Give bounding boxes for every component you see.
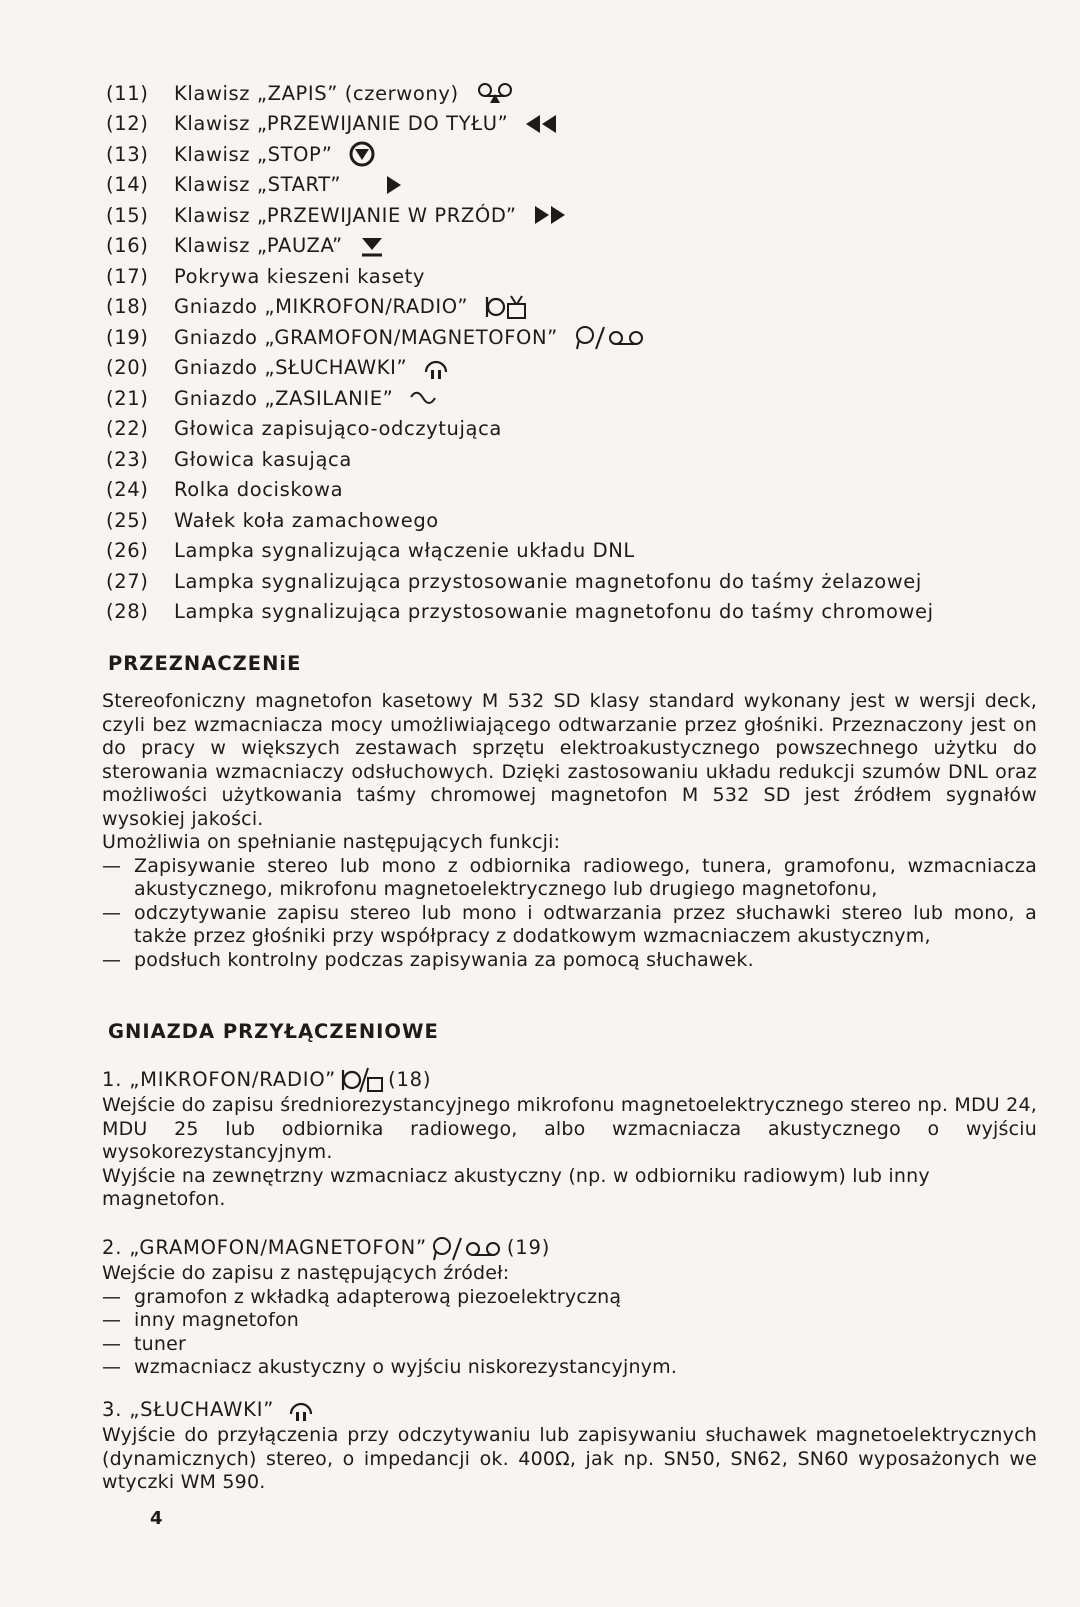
mic-radio-icon: [340, 1066, 384, 1094]
sockets-heading: GNIAZDA PRZYŁĄCZENIOWE: [108, 1020, 439, 1043]
part-number: (14): [106, 173, 149, 197]
part-number: (23): [106, 447, 149, 471]
list-item: — wzmacniacz akustyczny o wyjściu niskorezystancyjnym.: [102, 1356, 1037, 1380]
part-label: Gniazdo „ZASILANIE”: [174, 386, 394, 410]
part-item: [106, 78, 1046, 109]
socket-source-list: [102, 1286, 1037, 1380]
part-label: Gniazdo „SŁUCHAWKI”: [174, 356, 408, 380]
part-label: Lampka sygnalizująca przystosowanie magnetofonu do taśmy żelazowej: [174, 569, 922, 593]
stop-icon: [348, 141, 376, 167]
pause-icon: [359, 234, 385, 258]
phono-tape-icon: [574, 323, 646, 351]
part-item: [106, 597, 1046, 628]
mic-radio-icon: [484, 293, 528, 321]
socket-title-text: 1. „MIKROFON/RADIO”: [102, 1068, 337, 1092]
list-item: — gramofon z wkładką adapterową piezoelektryczną: [102, 1286, 1037, 1310]
headphones-icon: [423, 354, 449, 382]
purpose-paragraph: Stereofoniczny magnetofon kasetowy M 532 SD klasy standard wykonany jest w wersji deck, czyli bez wzmacniacza mocy umożliwiającego odtwarzanie przez głośniki. Przeznaczony jest on do pracy w większych zestawach sprzętu elektroakustycznego powszechnego użytku do sterowania wzmacniaczy odsłuchowych. Dzięki zastosowaniu układu redukcji szumów DNL oraz możliwości użytkowania taśmy chromowej magnetofon M 532 SD jest źródłem sygnałów wysokiej jakości.: [102, 690, 1037, 830]
part-item: [106, 109, 1046, 140]
part-item: [106, 261, 1046, 292]
list-item: — tuner: [102, 1333, 1037, 1357]
part-label: Głowica zapisująco-odczytująca: [174, 417, 502, 441]
part-number: (24): [106, 478, 149, 502]
part-label: Gniazdo „GRAMOFON/MAGNETOFON”: [174, 325, 558, 349]
headphones-icon: [288, 1396, 314, 1424]
part-item: [106, 475, 1046, 506]
part-item: [106, 414, 1046, 445]
part-label: Głowica kasująca: [174, 447, 352, 471]
play-icon: [385, 174, 403, 196]
socket-list-intro: Wejście do zapisu z następujących źródeł:: [102, 1262, 510, 1284]
part-number: (22): [106, 417, 149, 441]
part-number: (21): [106, 386, 149, 410]
record-icon: [475, 81, 517, 105]
fast-forward-icon: [533, 204, 567, 226]
part-label: Klawisz „PRZEWIJANIE W PRZÓD”: [174, 203, 517, 227]
socket-phono-tape: [102, 1234, 1037, 1380]
socket-title-text: 3. „SŁUCHAWKI”: [102, 1398, 275, 1422]
socket-title: [102, 1234, 1037, 1262]
part-number: (15): [106, 203, 149, 227]
part-label: Gniazdo „MIKROFON/RADIO”: [174, 295, 469, 319]
part-item: [106, 566, 1046, 597]
part-item: [106, 536, 1046, 567]
part-item: [106, 200, 1046, 231]
part-number: (20): [106, 356, 149, 380]
part-label: Lampka sygnalizująca włączenie układu DNL: [174, 539, 635, 563]
part-number: (27): [106, 569, 149, 593]
socket-title: [102, 1396, 1037, 1424]
part-item: [106, 292, 1046, 323]
list-item: — inny magnetofon: [102, 1309, 1037, 1333]
socket-headphones: [102, 1396, 1037, 1495]
functions-list: [102, 855, 1037, 973]
part-label: Klawisz „PRZEWIJANIE DO TYŁU”: [174, 112, 509, 136]
purpose-section: [102, 690, 1037, 972]
part-label: Klawisz „PAUZA”: [174, 234, 343, 258]
part-number: (13): [106, 142, 149, 166]
ac-power-icon: [409, 389, 437, 407]
part-number: (11): [106, 81, 149, 105]
socket-ref: (19): [506, 1236, 551, 1260]
part-number: (12): [106, 112, 149, 136]
part-item: [106, 383, 1046, 414]
part-label: Klawisz „ZAPIS” (czerwony): [174, 81, 459, 105]
part-label: Rolka dociskowa: [174, 478, 344, 502]
part-number: (26): [106, 539, 149, 563]
part-number: (17): [106, 264, 149, 288]
part-item: [106, 139, 1046, 170]
part-label: Lampka sygnalizująca przystosowanie magnetofonu do taśmy chromowej: [174, 600, 934, 624]
purpose-heading: PRZEZNACZENiE: [108, 652, 302, 675]
part-item: [106, 353, 1046, 384]
part-item: [106, 505, 1046, 536]
list-item: — Zapisywanie stereo lub mono z odbiornika radiowego, tunera, gramofonu, wzmacniacza akustycznego, mikrofonu magnetoelektrycznego lub drugiego magnetofonu,: [102, 855, 1037, 902]
part-item: [106, 170, 1046, 201]
socket-paragraph: Wejście do zapisu średniorezystancyjnego mikrofonu magnetoelektrycznego stereo np. MDU 24, MDU 25 lub odbiornika radiowego, albo wzmacniacza akustycznego o wyjściu wysokorezystancyjnym.: [102, 1094, 1037, 1163]
part-item: [106, 322, 1046, 353]
list-item: — podsłuch kontrolny podczas zapisywania za pomocą słuchawek.: [102, 949, 1037, 973]
socket-paragraph: Wyjście do przyłączenia przy odczytywaniu lub zapisywaniu słuchawek magnetoelektrycznych (dynamicznych) stereo, o impedancji ok. 400Ω, jak np. SN50, SN62, SN60 wyposażonych we wtyczki WM 590.: [102, 1424, 1037, 1493]
rewind-icon: [524, 113, 558, 135]
socket-title: [102, 1066, 1037, 1094]
parts-list: [106, 78, 1046, 627]
page-number: 4: [150, 1508, 163, 1529]
part-label: Wałek koła zamachowego: [174, 508, 439, 532]
part-item: [106, 231, 1046, 262]
functions-intro: Umożliwia on spełnianie następujących funkcji:: [102, 831, 561, 853]
list-item: — odczytywanie zapisu stereo lub mono i odtwarzania przez słuchawki stereo lub mono, a także przez głośniki przy współpracy z dodatkowym wzmacniaczem akustycznym,: [102, 902, 1037, 949]
part-label: Pokrywa kieszeni kasety: [174, 264, 426, 288]
socket-title-text: 2. „GRAMOFON/MAGNETOFON”: [102, 1236, 427, 1260]
socket-mic-radio: [102, 1066, 1037, 1212]
part-number: (16): [106, 234, 149, 258]
socket-paragraph: Wyjście na zewnętrzny wzmacniacz akustyczny (np. w odbiorniku radiowym) lub inny magnetofon.: [102, 1164, 930, 1210]
socket-ref: (18): [388, 1068, 432, 1092]
part-number: (28): [106, 600, 149, 624]
part-number: (18): [106, 295, 149, 319]
part-number: (25): [106, 508, 149, 532]
phono-tape-icon: [431, 1234, 503, 1262]
part-label: Klawisz „STOP”: [174, 142, 333, 166]
part-item: [106, 444, 1046, 475]
part-label: Klawisz „START”: [174, 173, 342, 197]
part-number: (19): [106, 325, 149, 349]
